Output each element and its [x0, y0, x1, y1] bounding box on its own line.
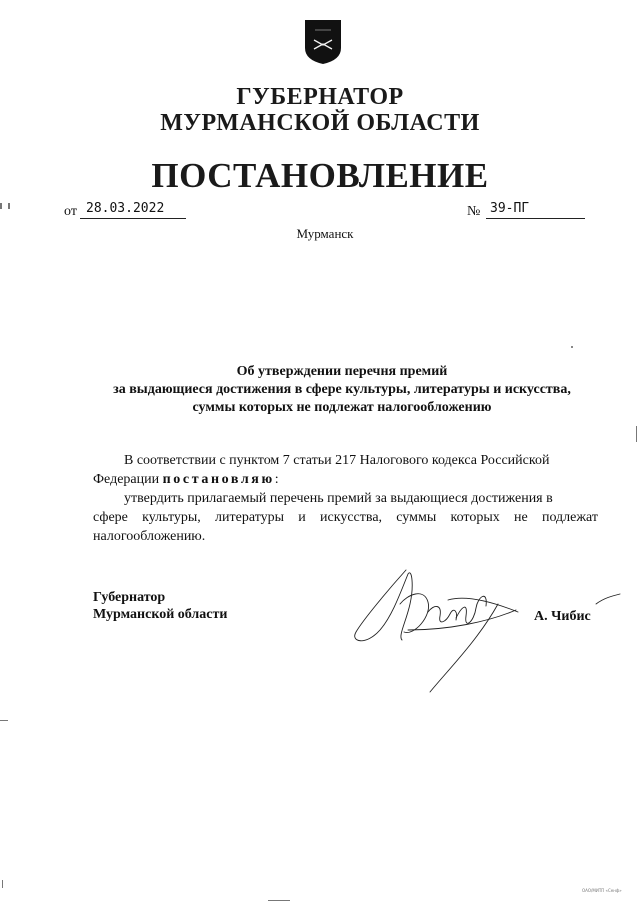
signatory-name: А. Чибис — [534, 609, 591, 624]
body-colon: : — [274, 472, 279, 487]
subject-line2: за выдающиеся достижения в сфере культуры, литературы и искусства, — [113, 382, 571, 397]
subject-line3: суммы которых не подлежат налогообложению — [192, 400, 492, 415]
decree-keyword: постановляю — [162, 472, 275, 487]
scan-mark — [636, 426, 637, 442]
body-text-federation: Федерации — [93, 472, 160, 487]
document-number: 39-ПГ — [486, 200, 585, 219]
printer-code: ОАО/МИТП «Сенф» — [582, 888, 622, 893]
body-paragraph1-line2 — [93, 470, 279, 489]
scan-mark — [2, 880, 3, 888]
number-prefix: № — [467, 204, 481, 219]
scan-mark — [268, 900, 290, 901]
scan-mark — [0, 720, 8, 721]
body-paragraph2-line3: налогообложению. — [93, 529, 206, 544]
handwritten-signature — [348, 560, 640, 700]
signatory-title-line1: Губернатор — [93, 590, 166, 605]
scan-dot — [571, 346, 573, 348]
coat-of-arms-icon — [303, 16, 343, 66]
scan-mark — [0, 203, 2, 209]
body-paragraph2-line1: утвердить прилагаемый перечень премий за выдающиеся достижения в — [124, 491, 553, 506]
date-prefix: от — [64, 204, 77, 219]
scan-mark — [8, 203, 10, 209]
document-date: 28.03.2022 — [80, 200, 186, 219]
signatory-title-line2: Мурманской области — [93, 607, 228, 622]
subject-line1: Об утверждении перечня премий — [236, 364, 448, 379]
issuer-title-line2: МУРМАНСКОЙ ОБЛАСТИ — [160, 110, 480, 136]
body-paragraph2-line2: сфере культуры, литературы и искусства, суммы которых не подлежат — [93, 510, 598, 525]
city-name: Мурманск — [296, 226, 354, 241]
document-type-title: ПОСТАНОВЛЕНИЕ — [151, 156, 489, 195]
issuer-title-line1: ГУБЕРНАТОР — [236, 84, 404, 110]
body-paragraph1-line1: В соответствии с пунктом 7 статьи 217 Налогового кодекса Российской — [124, 453, 550, 468]
